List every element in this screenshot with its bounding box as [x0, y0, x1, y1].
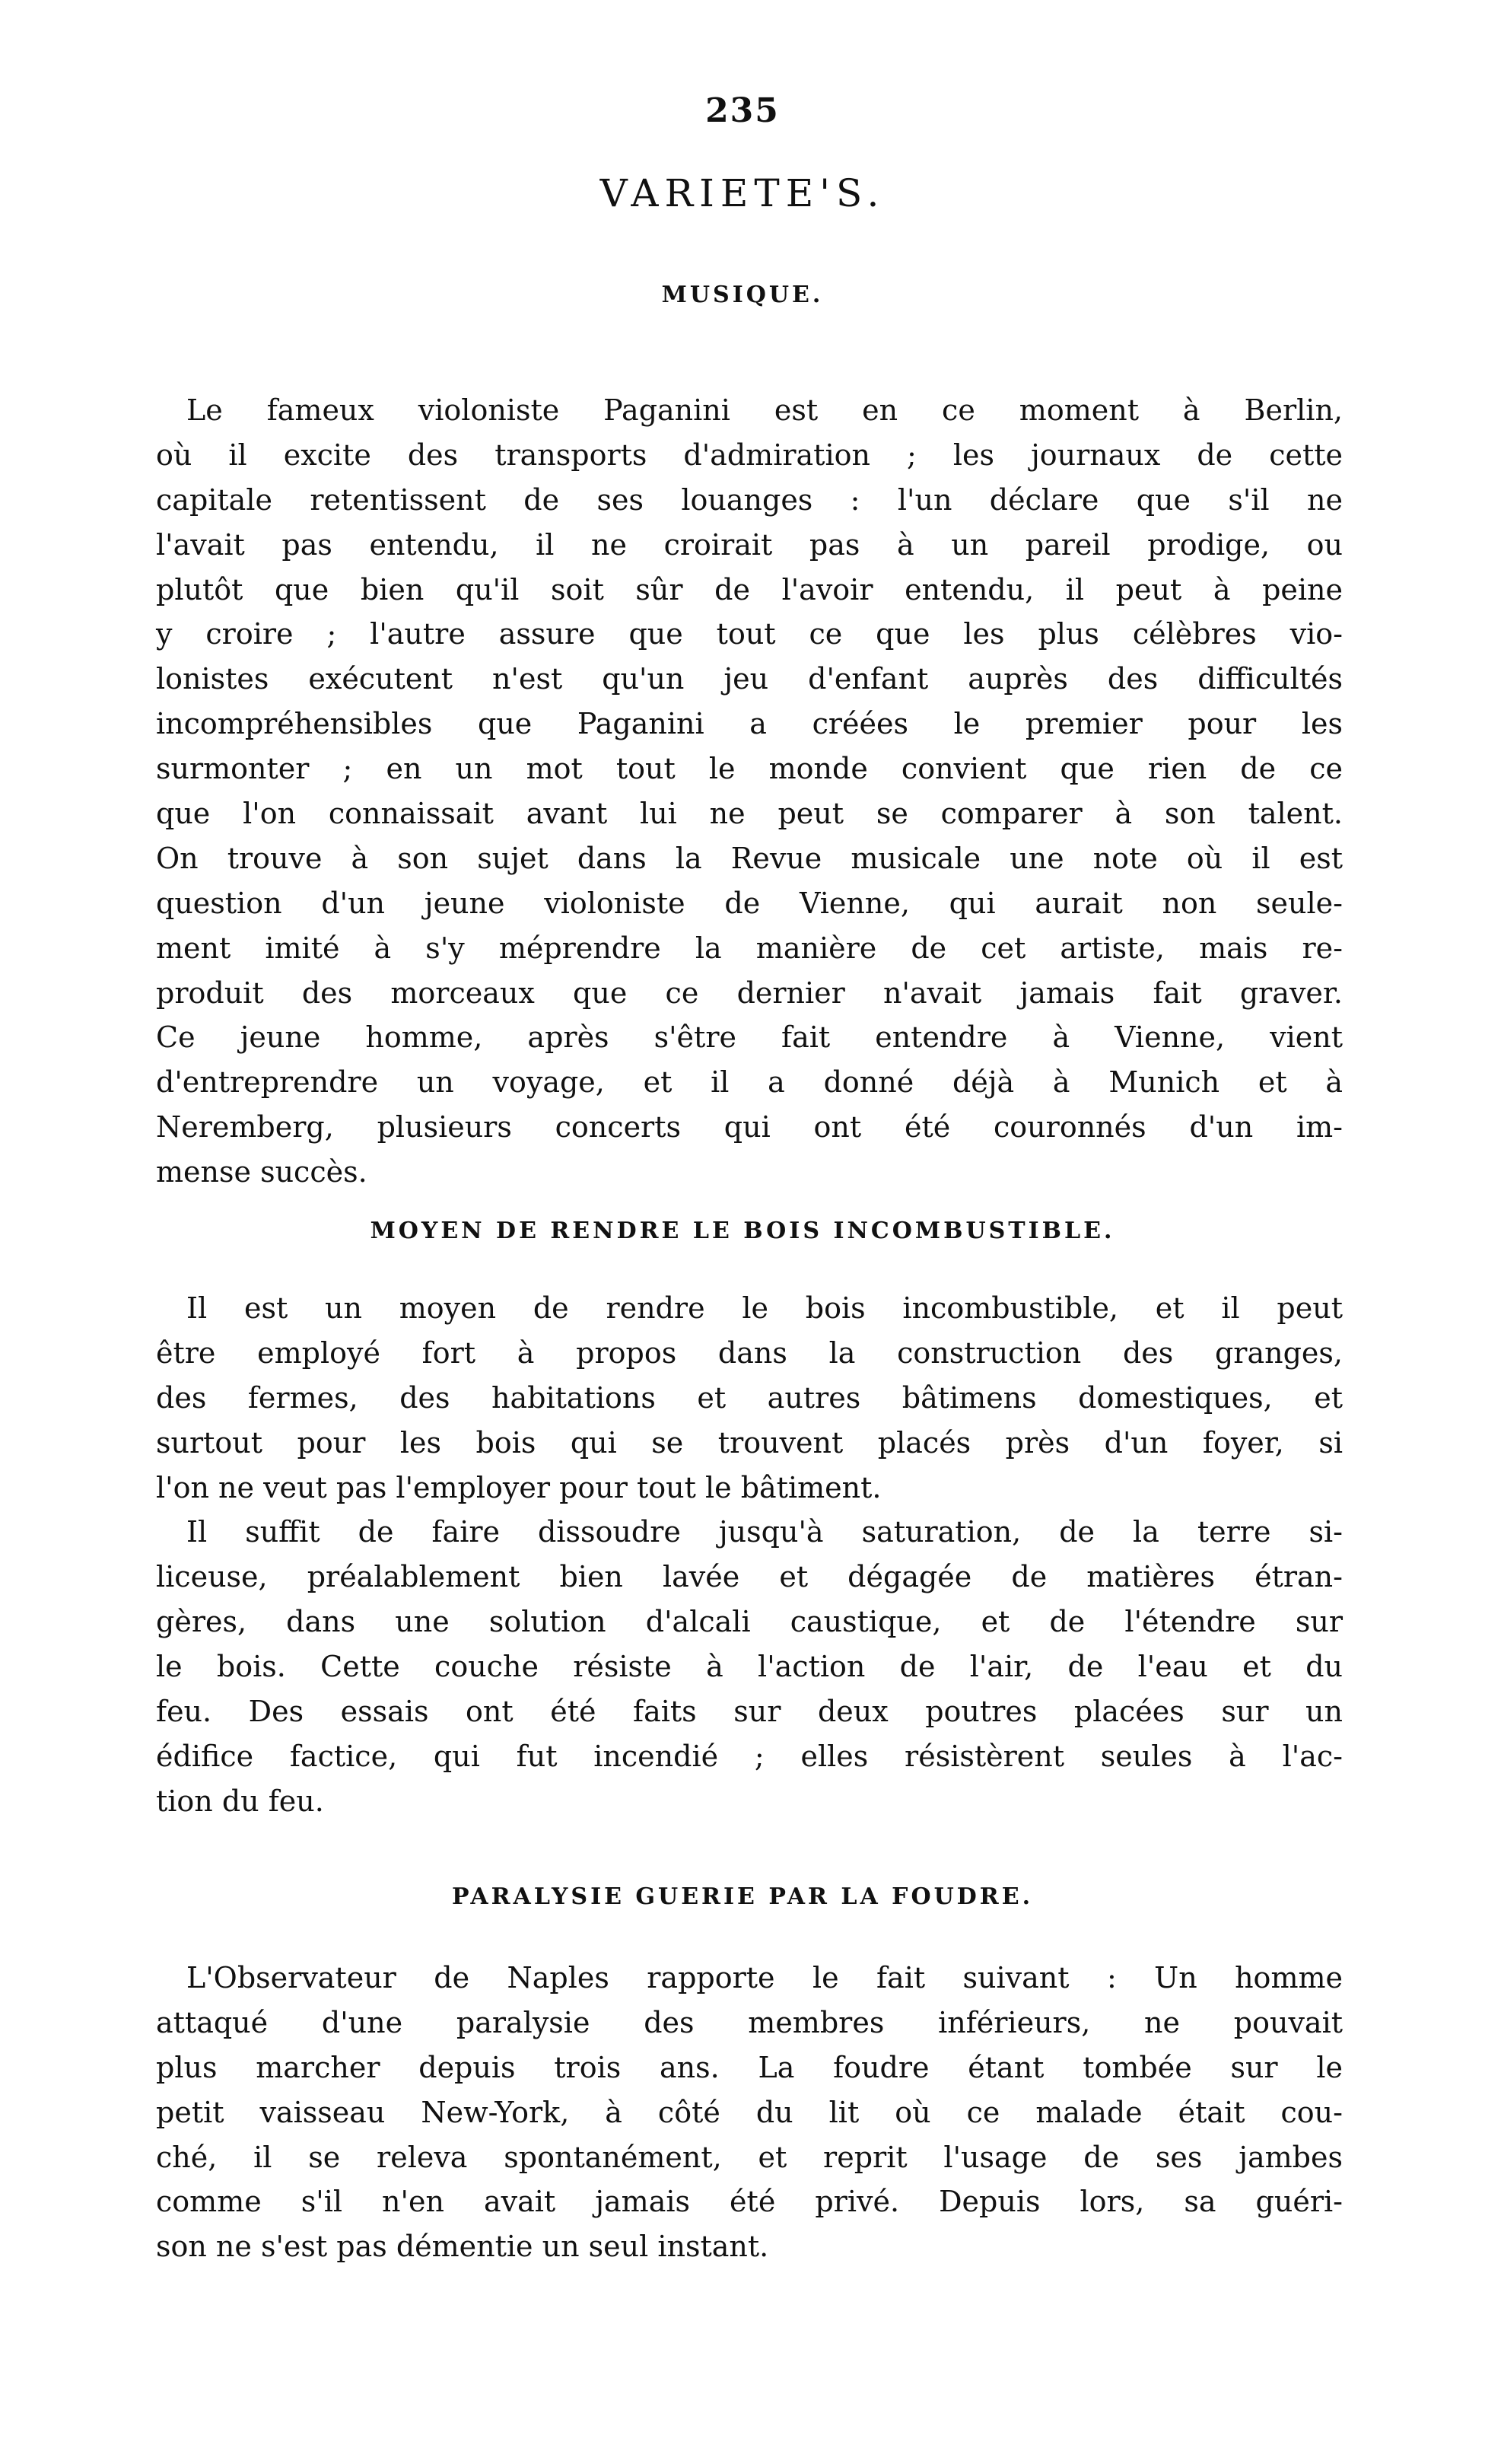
- text-line: ment imité à s'y méprendre la manière de cet artiste, mais re-: [156, 931, 1343, 965]
- article-body-bois: [156, 1286, 1343, 1824]
- text-line: l'avait pas entendu, il ne croirait pas à un pareil prodige, ou: [156, 527, 1343, 562]
- text-line: L'Observateur de Naples rapporte le fait suivant : Un homme: [186, 1961, 1343, 1994]
- text-line: feu. Des essais ont été faits sur deux poutres placées sur un: [156, 1695, 1343, 1729]
- text-line: des fermes, des habitations et autres bâtimens domestiques, et: [156, 1380, 1343, 1415]
- text-line: l'on ne veut pas l'employer pour tout le bâtiment.: [156, 1470, 882, 1504]
- text-line: petit vaisseau New-York, à côté du lit où ce malade était cou-: [156, 2095, 1343, 2129]
- text-line: Il est un moyen de rendre le bois incombustible, et il peut: [186, 1291, 1343, 1325]
- page-number: 235: [705, 91, 780, 130]
- text-line: y croire ; l'autre assure que tout ce que les plus célèbres vio-: [156, 617, 1343, 651]
- text-line: où il excite des transports d'admiration ; les journaux de cette: [156, 438, 1343, 472]
- text-line: être employé fort à propos dans la construction des granges,: [156, 1335, 1343, 1370]
- text-line: attaqué d'une paralysie des membres inférieurs, ne pouvait: [156, 2005, 1343, 2039]
- text-line: question d'un jeune violoniste de Vienne, qui aurait non seule-: [156, 886, 1343, 920]
- text-line: Le fameux violoniste Paganini est en ce moment à Berlin,: [186, 393, 1343, 427]
- text-line: le bois. Cette couche résiste à l'action de l'air, de l'eau et du: [156, 1650, 1343, 1684]
- text-line: Neremberg, plusieurs concerts qui ont été couronnés d'un im-: [156, 1110, 1343, 1144]
- text-line: On trouve à son sujet dans la Revue musicale une note où il est: [156, 841, 1343, 875]
- text-line: comme s'il n'en avait jamais été privé. Depuis lors, sa guéri-: [156, 2185, 1343, 2219]
- text-line: surtout pour les bois qui se trouvent placés près d'un foyer, si: [156, 1425, 1343, 1460]
- text-line: son ne s'est pas démentie un seul instant.: [156, 2230, 769, 2264]
- text-line: ché, il se releva spontanément, et reprit l'usage de ses jambes: [156, 2140, 1343, 2174]
- text-line: produit des morceaux que ce dernier n'avait jamais fait graver.: [156, 976, 1343, 1010]
- text-line: plus marcher depuis trois ans. La foudre étant tombée sur le: [156, 2050, 1343, 2084]
- text-line: surmonter ; en un mot tout le monde convient que rien de ce: [156, 752, 1343, 786]
- text-line: plutôt que bien qu'il soit sûr de l'avoir entendu, il peut à peine: [156, 572, 1343, 606]
- text-line: que l'on connaissait avant lui ne peut se comparer à son talent.: [156, 797, 1343, 831]
- text-line: capitale retentissent de ses louanges : l'un déclare que s'il ne: [156, 482, 1343, 517]
- text-line: d'entreprendre un voyage, et il a donné déjà à Munich et à: [156, 1065, 1343, 1100]
- text-line: liceuse, préalablement bien lavée et dégagée de matières étran-: [156, 1560, 1343, 1594]
- article-heading-paralysie: PARALYSIE GUERIE PAR LA FOUDRE.: [451, 1883, 1034, 1910]
- text-line: Ce jeune homme, après s'être fait entendre à Vienne, vient: [156, 1020, 1343, 1055]
- article-body-musique: [156, 388, 1343, 1195]
- article-heading-musique: MUSIQUE.: [661, 282, 824, 308]
- text-line: Il suffit de faire dissoudre jusqu'à saturation, de la terre si-: [186, 1515, 1343, 1549]
- article-heading-bois: MOYEN DE RENDRE LE BOIS INCOMBUSTIBLE.: [370, 1218, 1115, 1244]
- text-line: incompréhensibles que Paganini a créées le premier pour les: [156, 707, 1343, 741]
- text-line: tion du feu.: [156, 1784, 324, 1818]
- text-line: lonistes exécutent n'est qu'un jeu d'enfant auprès des difficultés: [156, 662, 1343, 696]
- article-body-paralysie: [156, 1956, 1343, 2269]
- text-line: mense succès.: [156, 1155, 367, 1189]
- text-line: gères, dans une solution d'alcali caustique, et de l'étendre sur: [156, 1605, 1343, 1639]
- text-line: édifice factice, qui fut incendié ; elles résistèrent seules à l'ac-: [156, 1739, 1343, 1773]
- section-title: VARIETE'S.: [599, 171, 886, 215]
